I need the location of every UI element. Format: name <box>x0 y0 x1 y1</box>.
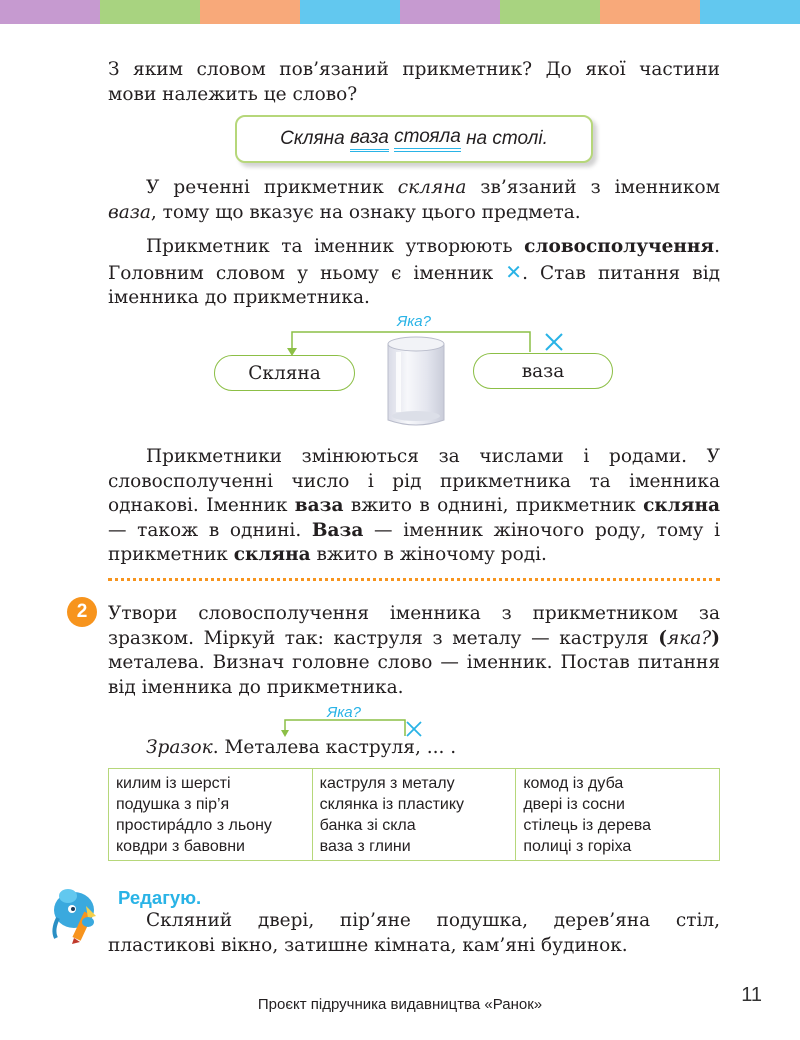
table-cell: банка зі скла <box>319 817 416 834</box>
example-word-vaza: ваза <box>350 127 389 152</box>
main-word-mark-icon: ✕ <box>505 259 523 284</box>
p3-bold-vaza: ваза <box>294 495 344 516</box>
example-sentence-box <box>235 115 593 163</box>
p1-text-a: У реченні прикметник <box>146 177 398 198</box>
task2-text-a: Утвори словосполучення іменника з прикметником за зразком. Міркуй так: каструля з металу — каструля <box>108 603 720 649</box>
page-number: 11 <box>741 984 762 1006</box>
word-column-1 <box>109 769 313 861</box>
p1-text-e: , тому що вказує на ознаку цього предмета. <box>150 201 581 223</box>
stripe-5 <box>400 0 500 24</box>
p3-text-c: вжито в однині, прикметник <box>343 495 644 516</box>
word-pill-sklyana: Скляна <box>214 355 355 391</box>
glass-vase-icon <box>378 332 456 432</box>
mascot-pencil-icon <box>44 882 110 944</box>
p3-text-a: Прикметники змінюються за числами і родами. У словосполученні число і рід прикметника та іменника однакові. Іменник <box>108 446 720 516</box>
task2-question-italic: яка? <box>666 627 712 649</box>
table-cell: каструля з металу <box>319 775 455 792</box>
table-cell: ковдри з бавовни <box>116 838 245 855</box>
footer-publisher: Проєкт підручника видавництва «Ранок» <box>257 996 543 1013</box>
p1-italic-vaza: ваза <box>108 201 151 223</box>
example-word-rest: на столі. <box>466 128 548 149</box>
word-table <box>108 768 720 861</box>
p1-text-c: зв’язаний з іменником <box>466 177 720 198</box>
p2-text-d: . Став питання від іменника до прикметника. <box>108 262 720 308</box>
p3-bold-sklyana-2: скляна <box>233 544 311 565</box>
stripe-2 <box>100 0 200 24</box>
table-cell: килим із шерсті <box>116 775 231 792</box>
sample-text: . Металева каструля, ... . <box>212 737 457 758</box>
stripe-1 <box>0 0 100 24</box>
table-cell: комод із дуба <box>523 775 624 792</box>
task-2-text <box>108 602 720 700</box>
table-cell: полиці з горіха <box>523 838 632 855</box>
edit-text: Скляний двері, пір’яне подушка, дерев’яна стіл, пластикові вікно, затишне кімната, кам’яні будинок. <box>108 910 720 956</box>
table-cell: простирáдло з льону <box>116 817 272 834</box>
sample-label: Зразок <box>146 737 213 758</box>
task2-text-e: металева. Визнач головне слово — іменник. Постав питання від іменника до прикметника. <box>108 652 720 698</box>
paragraph-2 <box>108 235 720 311</box>
stripe-6 <box>500 0 600 24</box>
sample-line <box>146 736 706 761</box>
edit-title: Редагую. <box>118 887 202 908</box>
example-word-stoyala: стояла <box>394 126 461 152</box>
p3-text-e: — також в однині. <box>108 519 312 541</box>
p1-italic-sklyana: скляна <box>397 177 467 198</box>
stripe-7 <box>600 0 700 24</box>
task-number-badge: 2 <box>67 597 97 627</box>
top-color-stripes <box>0 0 800 24</box>
section-divider <box>108 578 720 581</box>
p3-bold-vaza-cap: Ваза <box>311 519 364 541</box>
p2-text-a: Прикметник та іменник утворюють <box>146 236 525 257</box>
example-word-1: Скляна <box>280 128 345 149</box>
word-pill-vaza: ваза <box>473 353 613 389</box>
paragraph-3 <box>108 445 720 568</box>
diagram-question: Яка? <box>397 313 431 330</box>
paragraph-1 <box>108 176 720 225</box>
main-word-cross-icon <box>544 332 564 352</box>
stripe-3 <box>200 0 300 24</box>
intro-question: З яким словом пов’язаний прикметник? До якої частини мови належить це слово? <box>108 59 720 105</box>
p3-text-i: вжито в жіночому роді. <box>310 544 547 565</box>
stripe-8 <box>700 0 800 24</box>
p2-bold-term: словосполучення <box>524 236 715 257</box>
table-cell: стілець із дерева <box>523 817 651 834</box>
sample-question: Яка? <box>327 704 361 721</box>
table-cell: двері із сосни <box>523 796 625 813</box>
task2-paren-open: ( <box>658 627 667 649</box>
p3-text-g: — іменник жіночого роду, тому і прикметник <box>108 519 720 565</box>
word-column-2 <box>312 769 516 861</box>
word-column-3 <box>516 769 720 861</box>
table-cell: ваза з глини <box>319 838 411 855</box>
stripe-4 <box>300 0 400 24</box>
table-cell: склянка із пластику <box>319 796 465 813</box>
p3-bold-sklyana: скляна <box>643 495 721 516</box>
task2-paren-close: ) <box>711 627 720 649</box>
p2-text-c: . Головним словом у ньому є іменник <box>108 236 720 284</box>
table-cell: подушка з пір’я <box>116 796 230 813</box>
